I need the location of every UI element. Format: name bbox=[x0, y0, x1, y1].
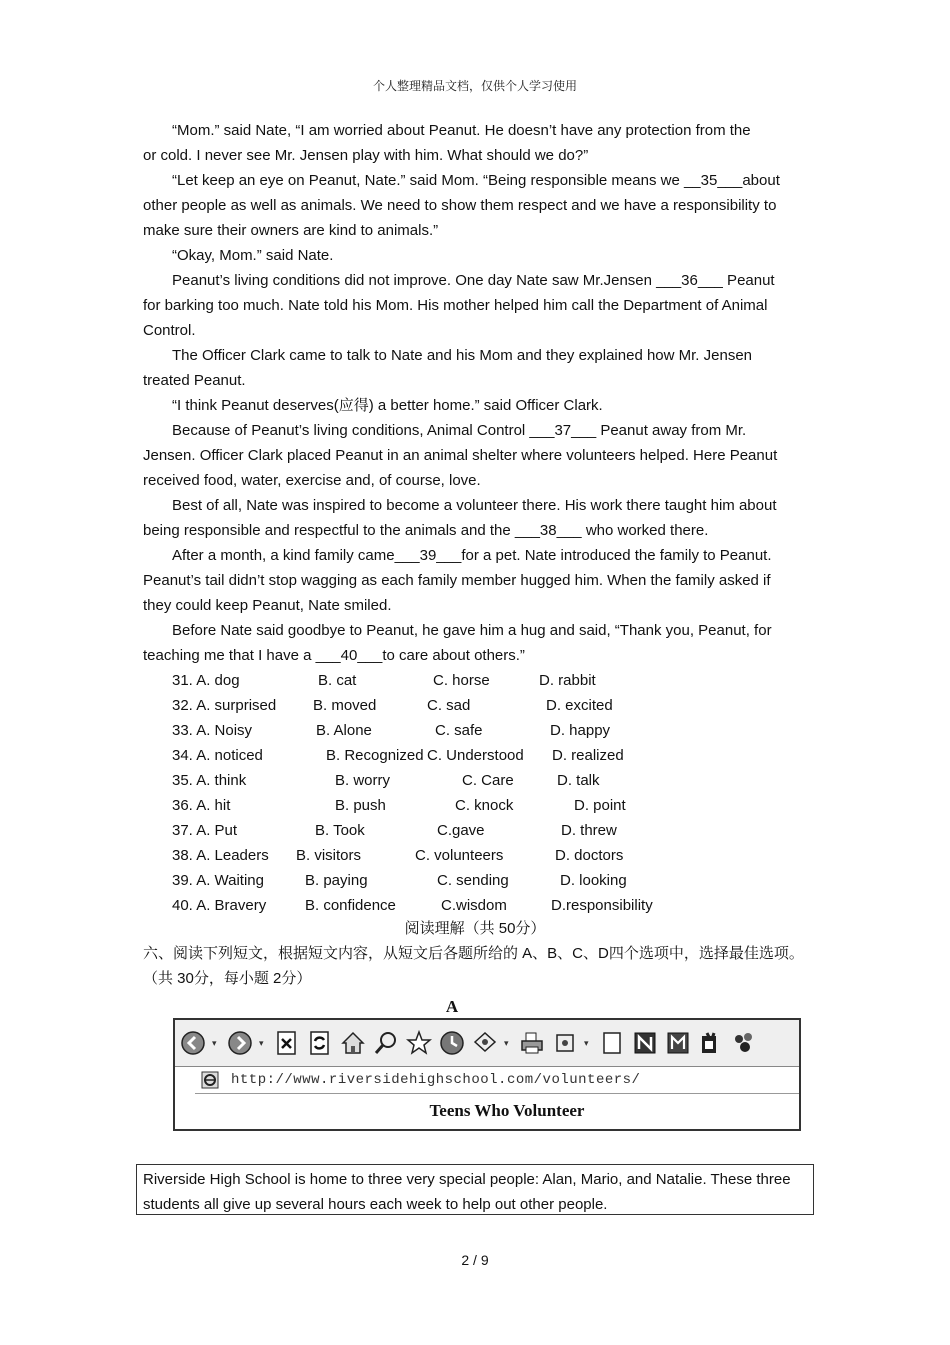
paragraph-line: being responsible and respectful to the animals and the ___38___ who worked there. bbox=[143, 522, 709, 539]
option-d: D. happy bbox=[550, 722, 611, 739]
option-c: C. Care bbox=[462, 772, 514, 789]
stop-icon[interactable] bbox=[273, 1030, 300, 1057]
option-b: B. Took bbox=[315, 822, 365, 839]
section-title: 阅读理解（共 50分） bbox=[404, 920, 546, 937]
refresh-icon[interactable] bbox=[306, 1030, 333, 1057]
option-c: C. safe bbox=[435, 722, 483, 739]
option-d: D. threw bbox=[561, 822, 617, 839]
chevron-down-icon[interactable]: ▾ bbox=[212, 1037, 217, 1048]
page-number: 2 / 9 bbox=[461, 1252, 489, 1268]
option-a: 38. A. Leaders bbox=[172, 847, 269, 864]
paragraph-line: “Let keep an eye on Peanut, Nate.” said Mom. “Being responsible means we __35___about bbox=[172, 172, 780, 189]
forward-icon[interactable] bbox=[226, 1030, 253, 1057]
paragraph-line: The Officer Clark came to talk to Nate and his Mom and they explained how Mr. Jensen bbox=[172, 347, 753, 364]
option-c: C.gave bbox=[437, 822, 485, 839]
option-a: 34. A. noticed bbox=[172, 747, 263, 764]
option-b: B. Recognized bbox=[326, 747, 424, 764]
chevron-down-icon[interactable]: ▾ bbox=[584, 1037, 589, 1048]
option-c: C. knock bbox=[455, 797, 514, 814]
discuss-icon[interactable] bbox=[598, 1030, 625, 1057]
paragraph-line: make sure their owners are kind to animals.” bbox=[143, 222, 439, 239]
browser-toolbar bbox=[175, 1020, 799, 1067]
paragraph-line: treated Peanut. bbox=[143, 372, 246, 389]
option-a: 35. A. think bbox=[172, 772, 247, 789]
box-line: students all give up several hours each week to help out other people. bbox=[143, 1196, 608, 1213]
option-c: C. sad bbox=[427, 697, 471, 714]
paragraph-line: Control. bbox=[143, 322, 196, 339]
paragraph-line: Best of all, Nate was inspired to become a volunteer there. His work there taught him about bbox=[172, 497, 777, 514]
paragraph-line: Before Nate said goodbye to Peanut, he gave him a hug and said, “Thank you, Peanut, for bbox=[172, 622, 772, 639]
tools-icon[interactable] bbox=[697, 1030, 724, 1057]
option-a: 37. A. Put bbox=[172, 822, 238, 839]
option-b: B. push bbox=[335, 797, 386, 814]
option-c: C. sending bbox=[437, 872, 509, 889]
mail-icon[interactable] bbox=[471, 1030, 498, 1057]
option-b: B. worry bbox=[335, 772, 391, 789]
passage-letter: A bbox=[445, 997, 459, 1016]
option-b: B. paying bbox=[305, 872, 368, 889]
paragraph-line: Peanut’s living conditions did not improve. One day Nate saw Mr.Jensen ___36___ Peanut bbox=[172, 272, 775, 289]
option-d: D. looking bbox=[560, 872, 627, 889]
option-d: D. excited bbox=[546, 697, 613, 714]
option-d: D. rabbit bbox=[539, 672, 596, 689]
option-a: 32. A. surprised bbox=[172, 697, 277, 714]
home-icon[interactable] bbox=[339, 1030, 366, 1057]
option-a: 33. A. Noisy bbox=[172, 722, 253, 739]
paragraph-line: “Mom.” said Nate, “I am worried about Peanut. He doesn’t have any protection from the bbox=[172, 122, 751, 139]
option-d: D. realized bbox=[552, 747, 624, 764]
paragraph-line: received food, water, exercise and, of course, love. bbox=[143, 472, 481, 489]
search-icon[interactable] bbox=[372, 1030, 399, 1057]
messenger-icon[interactable] bbox=[631, 1030, 658, 1057]
edit-icon[interactable] bbox=[551, 1030, 578, 1057]
option-b: B. confidence bbox=[305, 897, 396, 914]
option-d: D. point bbox=[574, 797, 626, 814]
page-header: 个人整理精品文档，仅供个人学习使用 bbox=[372, 79, 577, 93]
option-a: 40. A. Bravery bbox=[172, 897, 267, 914]
research-icon[interactable] bbox=[664, 1030, 691, 1057]
option-c: C. horse bbox=[433, 672, 490, 689]
paragraph-line: Because of Peanut’s living conditions, Animal Control ___37___ Peanut away from Mr. bbox=[172, 422, 747, 439]
option-b: B. moved bbox=[313, 697, 377, 714]
option-d: D.responsibility bbox=[551, 897, 653, 914]
page-icon bbox=[201, 1071, 219, 1089]
paragraph-line: After a month, a kind family came___39___for a pet. Nate introduced the family to Peanut. bbox=[172, 547, 772, 564]
extension-icon[interactable] bbox=[730, 1030, 757, 1057]
address-bar[interactable] bbox=[195, 1067, 799, 1094]
paragraph-line: for barking too much. Nate told his Mom. His mother helped him call the Department of Animal bbox=[143, 297, 768, 314]
url-text: http://www.riversidehighschool.com/volunteers/ bbox=[231, 1072, 641, 1088]
option-a: 39. A. Waiting bbox=[172, 872, 264, 889]
instruction-text: 六、阅读下列短文，根据短文内容，从短文后各题所给的 A、B、C、D四个选项中，选择最佳选项。（共 30分，每小题 2分） bbox=[143, 945, 804, 987]
passage-body bbox=[143, 118, 913, 668]
paragraph-line: teaching me that I have a ___40___to care about others.” bbox=[143, 647, 525, 664]
browser-screenshot bbox=[173, 1018, 801, 1131]
option-b: B. visitors bbox=[296, 847, 362, 864]
option-d: D. talk bbox=[557, 772, 600, 789]
paragraph-line: “I think Peanut deserves(应得) a better home.” said Officer Clark. bbox=[172, 397, 603, 414]
print-icon[interactable] bbox=[518, 1030, 545, 1057]
passage-box bbox=[136, 1164, 814, 1215]
option-c: C. volunteers bbox=[415, 847, 504, 864]
browser-page-title: Teens Who Volunteer bbox=[429, 1101, 585, 1120]
option-c: C.wisdom bbox=[441, 897, 507, 914]
paragraph-line: “Okay, Mom.” said Nate. bbox=[172, 247, 334, 264]
option-a: 36. A. hit bbox=[172, 797, 231, 814]
chevron-down-icon[interactable]: ▾ bbox=[504, 1037, 509, 1048]
chevron-down-icon[interactable]: ▾ bbox=[259, 1037, 264, 1048]
option-b: B. cat bbox=[318, 672, 357, 689]
option-a: 31. A. dog bbox=[172, 672, 240, 689]
paragraph-line: or cold. I never see Mr. Jensen play with him. What should we do?” bbox=[143, 147, 589, 164]
paragraph-line: they could keep Peanut, Nate smiled. bbox=[143, 597, 392, 614]
paragraph-line: Peanut’s tail didn’t stop wagging as each family member hugged him. When the family asked if bbox=[143, 572, 771, 589]
box-line: Riverside High School is home to three very special people: Alan, Mario, and Natalie. These three bbox=[143, 1171, 791, 1188]
option-c: C. Understood bbox=[427, 747, 524, 764]
paragraph-line: other people as well as animals. We need to show them respect and we have a responsibility to bbox=[143, 197, 777, 214]
back-icon[interactable] bbox=[179, 1030, 206, 1057]
option-d: D. doctors bbox=[555, 847, 624, 864]
favorites-icon[interactable] bbox=[405, 1030, 432, 1057]
history-icon[interactable] bbox=[438, 1030, 465, 1057]
paragraph-line: Jensen. Officer Clark placed Peanut in an animal shelter where volunteers helped. Here Peanut bbox=[143, 447, 778, 464]
option-b: B. Alone bbox=[316, 722, 372, 739]
